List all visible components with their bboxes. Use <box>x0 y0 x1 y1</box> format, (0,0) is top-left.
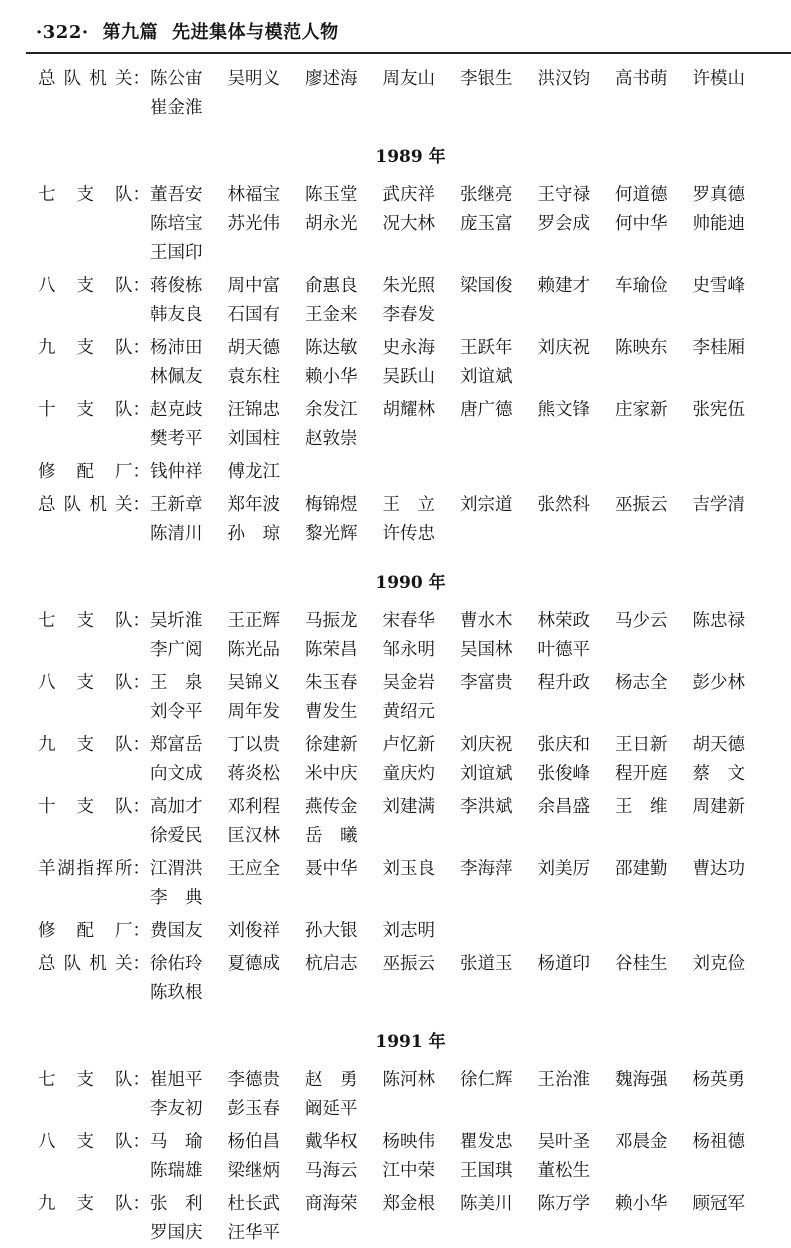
unit-group <box>0 1128 791 1186</box>
person-name: 汪华平 <box>227 1223 280 1243</box>
person-name: 刘国柱 <box>227 429 280 449</box>
person-name: 董吾安 <box>150 185 203 205</box>
person-name: 曹水木 <box>460 611 513 631</box>
unit-group <box>0 1190 791 1248</box>
name-list <box>150 793 791 851</box>
name-list <box>150 607 791 665</box>
person-name: 陈映东 <box>615 338 668 358</box>
person-name: 江渭洪 <box>150 859 203 879</box>
person-name: 邓晨金 <box>615 1132 668 1152</box>
person-name: 刘玉良 <box>382 859 435 879</box>
person-name: 赵 勇 <box>305 1070 358 1090</box>
person-name: 孙 琼 <box>227 524 280 544</box>
person-name: 崔旭平 <box>150 1070 203 1090</box>
person-name: 钱仲祥 <box>150 462 203 482</box>
person-name: 徐佑玲 <box>150 954 203 974</box>
person-name: 李洪斌 <box>460 797 513 817</box>
unit-label: 修 配 厂 ： <box>38 921 150 941</box>
unit-group <box>0 669 791 727</box>
person-name: 杨志全 <box>615 673 668 693</box>
person-name: 程开庭 <box>615 764 668 784</box>
person-name: 张道玉 <box>460 954 513 974</box>
person-name: 马海云 <box>305 1161 358 1181</box>
person-name: 巫振云 <box>382 954 435 974</box>
unit-group <box>0 181 791 268</box>
person-name: 赖小华 <box>305 367 358 387</box>
person-name: 胡天德 <box>692 735 745 755</box>
person-name: 李富贵 <box>460 673 513 693</box>
person-name: 罗国庆 <box>150 1223 203 1243</box>
person-name: 林佩友 <box>150 367 203 387</box>
person-name: 杨伯昌 <box>227 1132 280 1152</box>
unit-group <box>0 855 791 913</box>
person-name: 陈荣昌 <box>305 640 358 660</box>
person-name: 刘令平 <box>150 702 203 722</box>
person-name: 商海荣 <box>305 1194 358 1214</box>
name-list <box>150 731 791 789</box>
person-name: 宋春华 <box>382 611 435 631</box>
person-name: 丁以贵 <box>227 735 280 755</box>
unit-label: 十 支 队 ： <box>38 400 150 420</box>
person-name: 李广阅 <box>150 640 203 660</box>
person-name: 刘谊斌 <box>460 764 513 784</box>
person-name: 费国友 <box>150 921 203 941</box>
part-title: 第九篇 <box>102 22 159 43</box>
person-name: 周建新 <box>692 797 745 817</box>
person-name: 王 维 <box>615 797 668 817</box>
person-name: 王正辉 <box>227 611 280 631</box>
person-name: 杨映伟 <box>382 1132 435 1152</box>
person-name: 帅能迪 <box>692 214 745 234</box>
person-name: 孙大银 <box>305 921 358 941</box>
person-name: 林福宝 <box>227 185 280 205</box>
person-name: 阚延平 <box>305 1099 358 1119</box>
chapter-title: 先进集体与模范人物 <box>172 22 339 43</box>
person-name: 高加才 <box>150 797 203 817</box>
person-name: 罗会成 <box>537 214 590 234</box>
person-name: 王 泉 <box>150 673 203 693</box>
person-name: 杨道印 <box>537 954 590 974</box>
person-name: 戴华权 <box>305 1132 358 1152</box>
person-name: 韩友良 <box>150 305 203 325</box>
person-name: 杜长武 <box>227 1194 280 1214</box>
person-name: 马振龙 <box>305 611 358 631</box>
person-name: 王应全 <box>227 859 280 879</box>
person-name: 聂中华 <box>305 859 358 879</box>
person-name: 李春发 <box>382 305 435 325</box>
person-name: 刘建满 <box>382 797 435 817</box>
person-name: 王跃年 <box>460 338 513 358</box>
person-name: 吴明义 <box>227 69 280 89</box>
name-list <box>150 334 791 392</box>
person-name: 吴圻淮 <box>150 611 203 631</box>
person-name: 刘庆祝 <box>460 735 513 755</box>
person-name: 魏海强 <box>615 1070 668 1090</box>
person-name: 米中庆 <box>305 764 358 784</box>
person-name: 陈美川 <box>460 1194 513 1214</box>
person-name: 史永海 <box>382 338 435 358</box>
person-name: 谷桂生 <box>615 954 668 974</box>
unit-group <box>0 793 791 851</box>
unit-group <box>0 272 791 330</box>
unit-label: 九 支 队 ： <box>38 338 150 358</box>
person-name: 胡永光 <box>305 214 358 234</box>
person-name: 匡汉林 <box>227 826 280 846</box>
person-name: 郑年波 <box>227 495 280 515</box>
name-list <box>150 491 791 549</box>
page-number: ·322· <box>36 22 89 43</box>
person-name: 陈光品 <box>227 640 280 660</box>
person-name: 刘俊祥 <box>227 921 280 941</box>
person-name: 蒋炎松 <box>227 764 280 784</box>
unit-label: 十 支 队 ： <box>38 797 150 817</box>
person-name: 王国琪 <box>460 1161 513 1181</box>
person-name: 周中富 <box>227 276 280 296</box>
person-name: 陈公宙 <box>150 69 203 89</box>
person-name: 刘宗道 <box>460 495 513 515</box>
year-heading: 1989 年 <box>375 147 446 167</box>
year-section <box>0 559 791 1018</box>
name-list <box>150 181 791 268</box>
person-name: 俞惠良 <box>305 276 358 296</box>
person-name: 郑富岳 <box>150 735 203 755</box>
person-name: 杨祖德 <box>692 1132 745 1152</box>
person-name: 王守禄 <box>537 185 590 205</box>
person-name: 吴锦义 <box>227 673 280 693</box>
person-name: 徐建新 <box>305 735 358 755</box>
person-name: 刘谊斌 <box>460 367 513 387</box>
person-name: 王 立 <box>382 495 435 515</box>
person-name: 程升政 <box>537 673 590 693</box>
person-name: 林荣政 <box>537 611 590 631</box>
person-name: 武庆祥 <box>382 185 435 205</box>
unit-label: 修 配 厂 ： <box>38 462 150 482</box>
person-name: 余发江 <box>305 400 358 420</box>
person-name: 高书萌 <box>615 69 668 89</box>
person-name: 邵建勤 <box>615 859 668 879</box>
person-name: 李友初 <box>150 1099 203 1119</box>
person-name: 洪汉钧 <box>537 69 590 89</box>
person-name: 马少云 <box>615 611 668 631</box>
person-name: 陈玉堂 <box>305 185 358 205</box>
person-name: 马 瑜 <box>150 1132 203 1152</box>
person-name: 罗真德 <box>692 185 745 205</box>
unit-group <box>0 65 791 123</box>
person-name: 曹达功 <box>692 859 745 879</box>
person-name: 李银生 <box>460 69 513 89</box>
unit-group <box>0 491 791 549</box>
person-name: 张宪伍 <box>692 400 745 420</box>
person-name: 许模山 <box>692 69 745 89</box>
person-name: 吴跃山 <box>382 367 435 387</box>
person-name: 赵敦崇 <box>305 429 358 449</box>
unit-label: 七 支 队 ： <box>38 1070 150 1090</box>
unit-label: 九 支 队 ： <box>38 735 150 755</box>
year-section <box>0 1018 791 1248</box>
unit-group <box>0 917 791 946</box>
person-name: 刘克俭 <box>692 954 745 974</box>
name-list <box>150 855 791 913</box>
person-name: 曹发生 <box>305 702 358 722</box>
person-name: 顾冠军 <box>692 1194 745 1214</box>
person-name: 陈瑞雄 <box>150 1161 203 1181</box>
person-name: 彭少林 <box>692 673 745 693</box>
person-name: 徐爱民 <box>150 826 203 846</box>
person-name: 陈玖根 <box>150 983 203 1003</box>
person-name: 吴金岩 <box>382 673 435 693</box>
person-name: 王治淮 <box>537 1070 590 1090</box>
person-name: 廖述海 <box>305 69 358 89</box>
person-name: 黄绍元 <box>382 702 435 722</box>
unit-group <box>0 731 791 789</box>
person-name: 张继亮 <box>460 185 513 205</box>
person-name: 李 典 <box>150 888 203 908</box>
name-list <box>150 65 791 123</box>
person-name: 邓利程 <box>227 797 280 817</box>
unit-group <box>0 334 791 392</box>
person-name: 朱光照 <box>382 276 435 296</box>
name-list <box>150 1128 791 1186</box>
person-name: 张 利 <box>150 1194 203 1214</box>
person-name: 梁国俊 <box>460 276 513 296</box>
person-name: 汪锦忠 <box>227 400 280 420</box>
person-name: 巫振云 <box>615 495 668 515</box>
year-heading: 1990 年 <box>375 573 446 593</box>
person-name: 吴叶圣 <box>537 1132 590 1152</box>
person-name: 杨英勇 <box>692 1070 745 1090</box>
name-list <box>150 396 791 454</box>
year-section <box>0 65 791 133</box>
person-name: 吴国林 <box>460 640 513 660</box>
person-name: 江中荣 <box>382 1161 435 1181</box>
person-name: 夏德成 <box>227 954 280 974</box>
unit-label: 总 队 机 关 ： <box>38 69 150 89</box>
year-section <box>0 133 791 559</box>
person-name: 何道德 <box>615 185 668 205</box>
person-name: 赖建才 <box>537 276 590 296</box>
header-rule <box>26 52 791 54</box>
person-name: 史雪峰 <box>692 276 745 296</box>
person-name: 余昌盛 <box>537 797 590 817</box>
person-name: 袁东柱 <box>227 367 280 387</box>
page-header <box>0 0 791 62</box>
person-name: 石国有 <box>227 305 280 325</box>
name-list <box>150 272 791 330</box>
person-name: 王日新 <box>615 735 668 755</box>
person-name: 陈达敏 <box>305 338 358 358</box>
person-name: 郑金根 <box>382 1194 435 1214</box>
honor-list <box>0 65 791 1243</box>
header-text <box>36 18 353 44</box>
person-name: 卢忆新 <box>382 735 435 755</box>
person-name: 徐仁辉 <box>460 1070 513 1090</box>
person-name: 崔金淮 <box>150 98 203 118</box>
person-name: 何中华 <box>615 214 668 234</box>
person-name: 苏光伟 <box>227 214 280 234</box>
person-name: 熊文锋 <box>537 400 590 420</box>
person-name: 黎光辉 <box>305 524 358 544</box>
person-name: 李德贵 <box>227 1070 280 1090</box>
unit-label: 八 支 队 ： <box>38 673 150 693</box>
person-name: 杭启志 <box>305 954 358 974</box>
person-name: 蔡 文 <box>692 764 745 784</box>
person-name: 蒋俊栋 <box>150 276 203 296</box>
person-name: 赵克歧 <box>150 400 203 420</box>
name-list <box>150 1066 791 1124</box>
person-name: 梅锦煜 <box>305 495 358 515</box>
unit-group <box>0 396 791 454</box>
person-name: 邹永明 <box>382 640 435 660</box>
person-name: 刘庆祝 <box>537 338 590 358</box>
unit-label: 七 支 队 ： <box>38 185 150 205</box>
person-name: 瞿发忠 <box>460 1132 513 1152</box>
person-name: 胡耀林 <box>382 400 435 420</box>
year-heading: 1991 年 <box>375 1032 446 1052</box>
person-name: 车瑜俭 <box>615 276 668 296</box>
person-name: 吉学清 <box>692 495 745 515</box>
unit-group <box>0 1066 791 1124</box>
person-name: 杨沛田 <box>150 338 203 358</box>
person-name: 朱玉春 <box>305 673 358 693</box>
person-name: 王金来 <box>305 305 358 325</box>
person-name: 王新章 <box>150 495 203 515</box>
unit-group <box>0 458 791 487</box>
person-name: 刘志明 <box>382 921 435 941</box>
unit-label: 八 支 队 ： <box>38 1132 150 1152</box>
person-name: 梁继炳 <box>227 1161 280 1181</box>
unit-label: 总 队 机 关 ： <box>38 954 150 974</box>
person-name: 樊考平 <box>150 429 203 449</box>
person-name: 赖小华 <box>615 1194 668 1214</box>
name-list <box>150 458 791 487</box>
person-name: 刘美厉 <box>537 859 590 879</box>
person-name: 傅龙江 <box>227 462 280 482</box>
unit-label: 总 队 机 关 ： <box>38 495 150 515</box>
person-name: 陈清川 <box>150 524 203 544</box>
unit-label: 九 支 队 ： <box>38 1194 150 1214</box>
person-name: 燕传金 <box>305 797 358 817</box>
unit-label: 羊 湖 指 挥 所 ： <box>38 859 150 879</box>
unit-label: 八 支 队 ： <box>38 276 150 296</box>
person-name: 周友山 <box>382 69 435 89</box>
name-list <box>150 1190 791 1248</box>
person-name: 周年发 <box>227 702 280 722</box>
unit-group <box>0 607 791 665</box>
name-list <box>150 917 791 946</box>
person-name: 向文成 <box>150 764 203 784</box>
person-name: 童庆灼 <box>382 764 435 784</box>
person-name: 陈忠禄 <box>692 611 745 631</box>
person-name: 庄家新 <box>615 400 668 420</box>
person-name: 陈万学 <box>537 1194 590 1214</box>
person-name: 张俊峰 <box>537 764 590 784</box>
person-name: 彭玉春 <box>227 1099 280 1119</box>
unit-group <box>0 950 791 1008</box>
person-name: 况大林 <box>382 214 435 234</box>
name-list <box>150 669 791 727</box>
person-name: 叶德平 <box>537 640 590 660</box>
person-name: 庞玉富 <box>460 214 513 234</box>
person-name: 董松生 <box>537 1161 590 1181</box>
person-name: 许传忠 <box>382 524 435 544</box>
person-name: 李海萍 <box>460 859 513 879</box>
person-name: 张然科 <box>537 495 590 515</box>
person-name: 王国印 <box>150 243 203 263</box>
person-name: 胡天德 <box>227 338 280 358</box>
person-name: 陈河林 <box>382 1070 435 1090</box>
person-name: 张庆和 <box>537 735 590 755</box>
name-list <box>150 950 791 1008</box>
person-name: 唐广德 <box>460 400 513 420</box>
person-name: 李桂厢 <box>692 338 745 358</box>
unit-label: 七 支 队 ： <box>38 611 150 631</box>
person-name: 陈培宝 <box>150 214 203 234</box>
person-name: 岳 曦 <box>305 826 358 846</box>
